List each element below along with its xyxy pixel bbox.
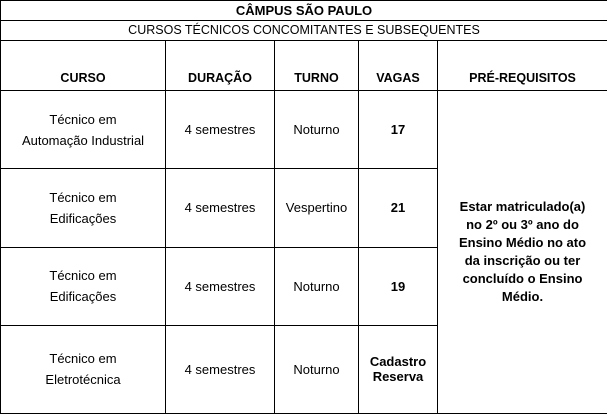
prerequisites-line: da inscrição ou ter [464, 253, 581, 269]
course-name-line: Edificações [49, 289, 117, 305]
column-header-duracao: DURAÇÃO [166, 40, 275, 91]
course-name-line: Técnico em [49, 351, 117, 367]
column-header-prerequisitos: PRÉ-REQUISITOS [438, 40, 607, 91]
duration-cell: 4 semestres [166, 247, 275, 325]
course-name-line: Técnico em [49, 268, 117, 284]
course-name-line: Eletrotécnica [45, 372, 121, 388]
vacancies-value: 17 [390, 122, 406, 138]
prerequisites-line: no 2º ou 3º ano do [466, 217, 579, 233]
table-row [1, 91, 607, 169]
prerequisites-line: Estar matriculado(a) [459, 199, 586, 215]
vacancies-cell [359, 247, 438, 325]
course-cell [1, 169, 166, 247]
vacancies-cell [359, 169, 438, 247]
vacancies-value: Reserva [372, 369, 424, 385]
vacancies-value: 21 [390, 200, 406, 216]
course-name-line: Automação Industrial [21, 132, 145, 148]
prerequisites-line: Médio. [501, 289, 544, 305]
campus-title: CÂMPUS SÃO PAULO [1, 1, 607, 21]
prerequisites-line: Ensino Médio no ato [458, 235, 587, 251]
prerequisites-line: concluído o Ensino [462, 271, 583, 287]
course-name-line: Edificações [49, 210, 117, 226]
course-cell [1, 325, 166, 413]
table-subtitle: CURSOS TÉCNICOS CONCOMITANTES E SUBSEQUENTES [1, 21, 607, 40]
duration-cell: 4 semestres [166, 325, 275, 413]
course-cell [1, 247, 166, 325]
duration-cell: 4 semestres [166, 91, 275, 169]
duration-cell: 4 semestres [166, 169, 275, 247]
shift-cell: Noturno [275, 91, 359, 169]
column-header-vagas: VAGAS [359, 40, 438, 91]
course-name-line: Técnico em [49, 189, 117, 205]
prerequisites-cell [438, 91, 607, 414]
shift-cell: Vespertino [275, 169, 359, 247]
course-cell [1, 91, 166, 169]
vacancies-value: 19 [390, 278, 406, 294]
column-header-turno: TURNO [275, 40, 359, 91]
vacancies-cell [359, 325, 438, 413]
column-header-curso: CURSO [1, 40, 166, 91]
shift-cell: Noturno [275, 325, 359, 413]
vacancies-value: Cadastro [369, 354, 427, 370]
shift-cell: Noturno [275, 247, 359, 325]
course-name-line: Técnico em [49, 111, 117, 127]
vacancies-cell [359, 91, 438, 169]
